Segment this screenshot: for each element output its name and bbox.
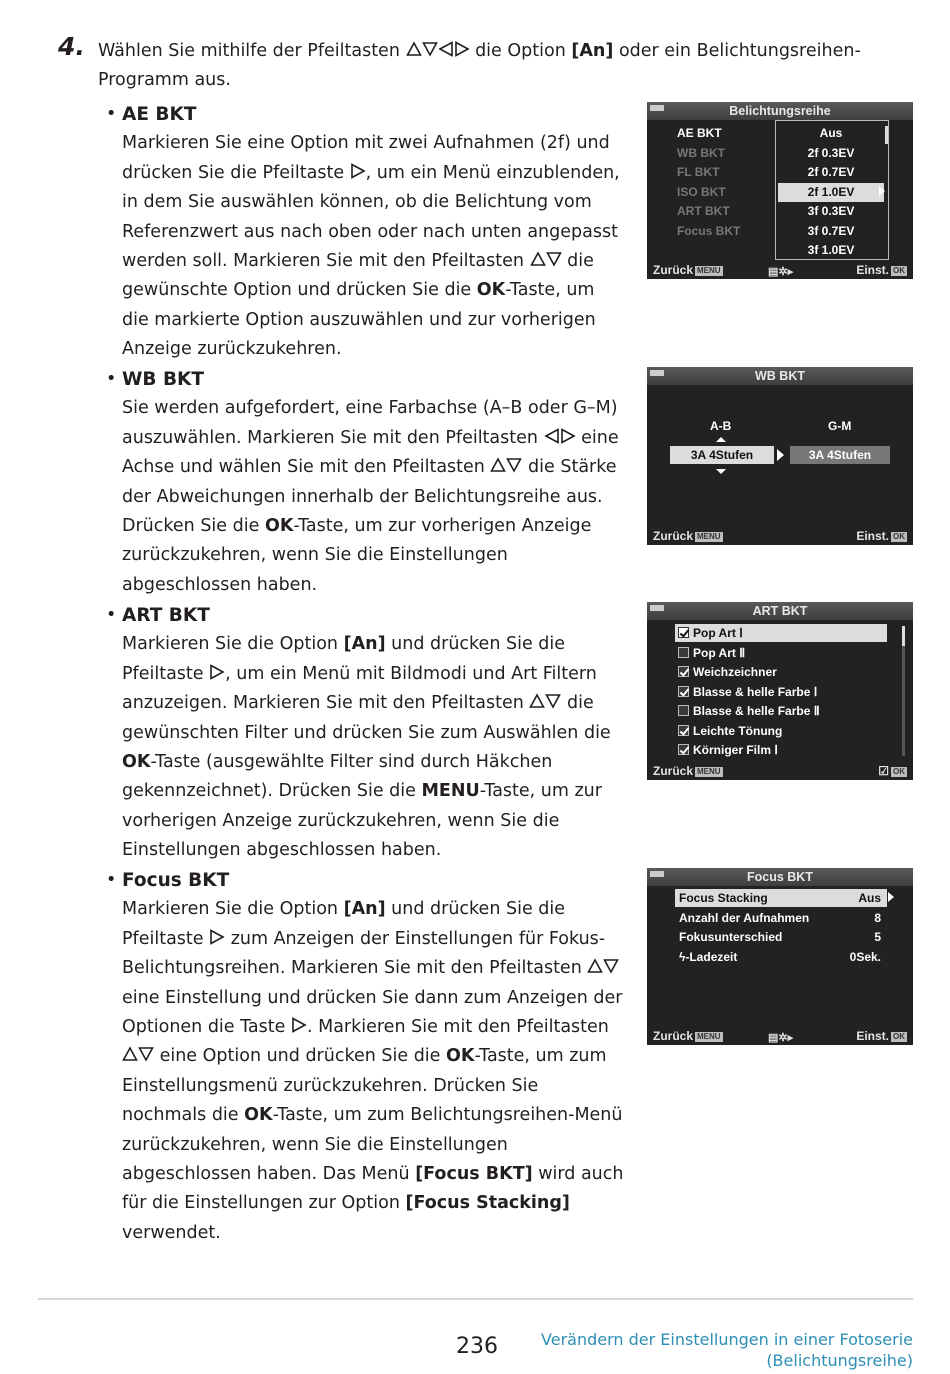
settings-key-icon: ▤✲▸ [768, 266, 794, 278]
set-button[interactable]: Einst. OK [856, 263, 905, 277]
checkbox-checked-icon [678, 627, 689, 638]
arrow-left-icon [438, 41, 454, 57]
filter-item[interactable]: Pop Art Ⅱ [675, 644, 887, 662]
step-instruction: Wählen Sie mithilfe der Pfeiltasten die Option [An] oder ein Belichtungsreihen-Programm aus. [98, 41, 861, 90]
list-item-selected[interactable]: 2f 1.0EV [778, 183, 884, 203]
set-button[interactable]: Einst. OK [856, 529, 905, 543]
arrow-up-icon [490, 457, 506, 473]
arrow-down-icon [603, 958, 619, 974]
bracketing-menu-screen [647, 102, 913, 279]
filter-item[interactable]: Leichte Tönung [675, 722, 887, 740]
arrow-down-icon [506, 457, 522, 473]
setting-row[interactable]: Anzahl der Aufnahmen 8 [679, 910, 881, 925]
checkbox-checked-icon [678, 686, 689, 697]
scrollbar-thumb[interactable] [902, 626, 905, 646]
arrow-down-icon [138, 1046, 154, 1062]
art-bkt-text: Markieren Sie die Option [An] und drücken Sie die Pfeiltaste , um ein Menü mit Bildmodi und Art Filtern anzuzeigen. Markieren Sie mit den Pfeiltasten die gewünschten Filter und drücken Sie zum Auswählen die OK-Taste (ausgewählte Filter sind durch Häkchen gekennzeichnet). Drücken Sie die MENU-Taste, um zur vorherigen Anzeige zurückzukehren, wenn Sie die Einstellungen abgeschlossen haben. [122, 634, 611, 861]
list-item[interactable]: 2f 0.3EV [807, 145, 855, 160]
battery-icon [650, 370, 664, 376]
arrow-right-icon [209, 929, 225, 945]
submenu-arrow-icon [888, 892, 894, 902]
submenu-arrow-icon [879, 186, 885, 196]
screen-title: Focus BKT [747, 870, 813, 884]
list-item[interactable]: FL BKT [677, 165, 720, 179]
list-item[interactable]: 3f 0.3EV [807, 204, 855, 218]
back-button[interactable]: Zurück MENU [653, 764, 721, 778]
arrow-up-icon [529, 693, 545, 709]
setting-row[interactable]: Fokusunterschied 5 [679, 930, 881, 944]
arrow-left-icon [544, 428, 560, 444]
list-item[interactable]: ISO BKT [677, 184, 726, 199]
ae-bkt-heading: AE BKT [122, 104, 197, 125]
list-item[interactable]: 3f 1.0EV [807, 243, 855, 257]
setting-row-selected[interactable]: Focus Stacking Aus [675, 889, 887, 907]
filter-item[interactable]: Körniger Film Ⅰ [675, 741, 887, 759]
page-number: 236 [456, 1334, 498, 1359]
footer-section-link[interactable]: Verändern der Einstellungen in einer Fotoserie [541, 1330, 913, 1349]
arrow-up-icon [587, 958, 603, 974]
filter-item[interactable]: Blasse & helle Farbe Ⅱ [675, 702, 887, 720]
art-bkt-heading: ART BKT [122, 605, 210, 626]
wb-bkt-section: • WB BKT Sie werden aufgefordert, eine Farbachse (A–B oder G–M) auszuwählen. Markieren Sie mit den Pfeiltasten eine Achse und wählen Sie mit den Pfeiltasten die Stärke der Abweichungen innerhalb der Belichtungsreihe aus. Drücken Sie die OK-Taste, um zur vorherigen Anzeige zurückzukehren, wenn Sie die Einstellungen abgeschlossen haben. [106, 365, 626, 600]
list-item[interactable]: 2f 0.7EV [807, 165, 855, 179]
ok-key-icon: OK [893, 767, 905, 776]
menu-key-icon: MENU [697, 1032, 721, 1041]
ae-bkt-text: Markieren Sie eine Option mit zwei Aufnahmen (2f) und drücken Sie die Pfeiltaste , um ein Menü einzublenden, in dem Sie auswählen können, ob die Belichtung vom Referenzwert aus nach oben oder nach unten angepasst werden soll. Markieren Sie mit den Pfeiltasten die gewünschte Option und drücken Sie die OK-Taste, um die markierte Option auszuwählen und zur vorherigen Anzeige zurückzukehren. [122, 133, 620, 360]
screen-title: Belichtungsreihe [729, 104, 831, 118]
arrow-right-icon [560, 428, 576, 444]
back-button[interactable]: Zurück MENU [653, 1029, 721, 1043]
footer-subsection-link[interactable]: (Belichtungsreihe) [766, 1351, 913, 1370]
focus-bkt-text: Markieren Sie die Option [An] und drücken Sie die Pfeiltaste zum Anzeigen der Einstellungen für Fokus-Belichtungsreihen. Markieren Sie mit den Pfeiltasten eine Einstellung und drücken Sie dann zum Anzeigen der Optionen die Taste . Markieren Sie mit den Pfeiltasten eine Option und drücken Sie die OK-Taste, um zum Einstellungsmenü zurückzukehren. Drücken Sie nochmals die OK-Taste, um zum Belichtungsreihen-Menü zurückzukehren, wenn Sie die Einstellungen abgeschlossen haben. Das Menü [Focus BKT] wird auch für die Einstellungen zur Option [Focus Stacking] verwendet. [122, 899, 624, 1243]
footer-divider [38, 1298, 913, 1300]
ok-key-icon: OK [893, 266, 905, 275]
scrollbar[interactable] [885, 126, 888, 144]
ok-key-icon: OK [893, 1032, 905, 1041]
screen-title: WB BKT [755, 369, 805, 383]
wb-bkt-text: Sie werden aufgefordert, eine Farbachse (A–B oder G–M) auszuwählen. Markieren Sie mit den Pfeiltasten eine Achse und wählen Sie mit den Pfeiltasten die Stärke der Abweichungen innerhalb der Belichtungsreihe aus. Drücken Sie die OK-Taste, um zur vorherigen Anzeige zurückzukehren, wenn Sie die Einstellungen abgeschlossen haben. [122, 398, 619, 595]
arrow-right-icon [291, 1017, 307, 1033]
ok-key-icon: OK [893, 532, 905, 541]
list-item[interactable]: Aus [819, 126, 843, 140]
down-arrow-icon [716, 469, 726, 474]
filter-item[interactable]: Blasse & helle Farbe Ⅰ [675, 683, 887, 701]
checkbox-checked-icon [678, 744, 689, 755]
filter-item[interactable]: Weichzeichner [675, 663, 887, 681]
settings-key-icon: ▤✲▸ [768, 1032, 794, 1044]
checkbox-checked-icon [678, 666, 689, 677]
art-bkt-section: • ART BKT Markieren Sie die Option [An] und drücken Sie die Pfeiltaste , um ein Menü mit Bildmodi und Art Filtern anzuzeigen. Markieren Sie mit den Pfeiltasten die gewünschten Filter und drücken Sie zum Auswählen die OK-Taste (ausgewählte Filter sind durch Häkchen gekennzeichnet). Drücken Sie die MENU-Taste, um zur vorherigen Anzeige zurückzukehren, wenn Sie die Einstellungen abgeschlossen haben. [106, 601, 626, 866]
focus-bkt-heading: Focus BKT [122, 870, 230, 891]
arrow-right-icon [454, 41, 470, 57]
checkbox-checked-icon: ☑ [878, 764, 889, 778]
arrow-down-icon [545, 693, 561, 709]
axis-label-gm: G-M [828, 419, 852, 433]
art-bkt-screen [647, 602, 913, 780]
ab-value-selected[interactable]: 3A 4Stufen [670, 446, 774, 464]
ae-bkt-section: • AE BKT Markieren Sie eine Option mit zwei Aufnahmen (2f) und drücken Sie die Pfeiltaste , um ein Menü einzublenden, in dem Sie auswählen können, ob die Belichtung vom Referenzwert aus nach oben oder nach unten angepasst werden soll. Markieren Sie mit den Pfeiltasten die gewünschte Option und drücken Sie die OK-Taste, um die markierte Option auszuwählen und zur vorherigen Anzeige zurückzukehren. [106, 100, 626, 365]
arrow-down-icon [422, 41, 438, 57]
back-button[interactable]: Zurück MENU [653, 263, 721, 277]
list-item[interactable]: AE BKT [677, 126, 722, 140]
arrow-right-icon [209, 664, 225, 680]
list-item[interactable]: Focus BKT [677, 223, 741, 238]
arrow-right-icon [350, 163, 366, 179]
axis-label-ab: A-B [710, 419, 732, 433]
checkbox-checked-icon [678, 725, 689, 736]
battery-icon [650, 105, 664, 111]
menu-key-icon: MENU [697, 532, 721, 541]
list-item[interactable]: ART BKT [677, 204, 730, 218]
list-item[interactable]: 3f 0.7EV [807, 223, 855, 238]
wb-bkt-screen [647, 367, 913, 545]
filter-item-selected[interactable]: Pop Art Ⅰ [675, 624, 887, 642]
menu-key-icon: MENU [697, 266, 721, 275]
back-button[interactable]: Zurück MENU [653, 529, 721, 543]
checkbox-icon [678, 705, 689, 716]
up-arrow-icon [716, 437, 726, 442]
arrow-up-icon [122, 1046, 138, 1062]
gm-value[interactable]: 3A 4Stufen [790, 446, 890, 464]
screen-title: ART BKT [752, 604, 808, 618]
arrow-down-icon [546, 251, 562, 267]
list-item[interactable]: WB BKT [677, 145, 725, 160]
focus-bkt-screen [647, 868, 913, 1045]
checkbox-icon [678, 647, 689, 658]
wb-bkt-heading: WB BKT [122, 369, 205, 390]
step-number: 4. [58, 32, 85, 61]
right-arrow-icon [777, 449, 784, 461]
set-button[interactable]: Einst. OK [856, 1029, 905, 1043]
bracketing-type-list [677, 124, 740, 241]
arrow-up-icon [406, 41, 422, 57]
battery-icon [650, 605, 664, 611]
arrow-up-icon [530, 251, 546, 267]
battery-icon [650, 871, 664, 877]
ae-option-list [778, 124, 884, 261]
focus-bkt-section: • Focus BKT Markieren Sie die Option [An] und drücken Sie die Pfeiltaste zum Anzeigen der Einstellungen für Fokus-Belichtungsreihen. Markieren Sie mit den Pfeiltasten eine Einstellung und drücken Sie dann zum Anzeigen der Optionen die Taste . Markieren Sie mit den Pfeiltasten eine Option und drücken Sie die OK-Taste, um zum Einstellungsmenü zurückzukehren. Drücken Sie nochmals die OK-Taste, um zum Belichtungsreihen-Menü zurückzukehren, wenn Sie die Einstellungen abgeschlossen haben. Das Menü [Focus BKT] wird auch für die Einstellungen zur Option [Focus Stacking] verwendet. [106, 866, 626, 1248]
check-button[interactable] [878, 763, 907, 780]
menu-key-icon: MENU [697, 767, 721, 776]
flash-icon: ϟ [679, 949, 686, 964]
setting-row[interactable]: ϟ-Ladezeit 0Sek. [679, 949, 881, 964]
